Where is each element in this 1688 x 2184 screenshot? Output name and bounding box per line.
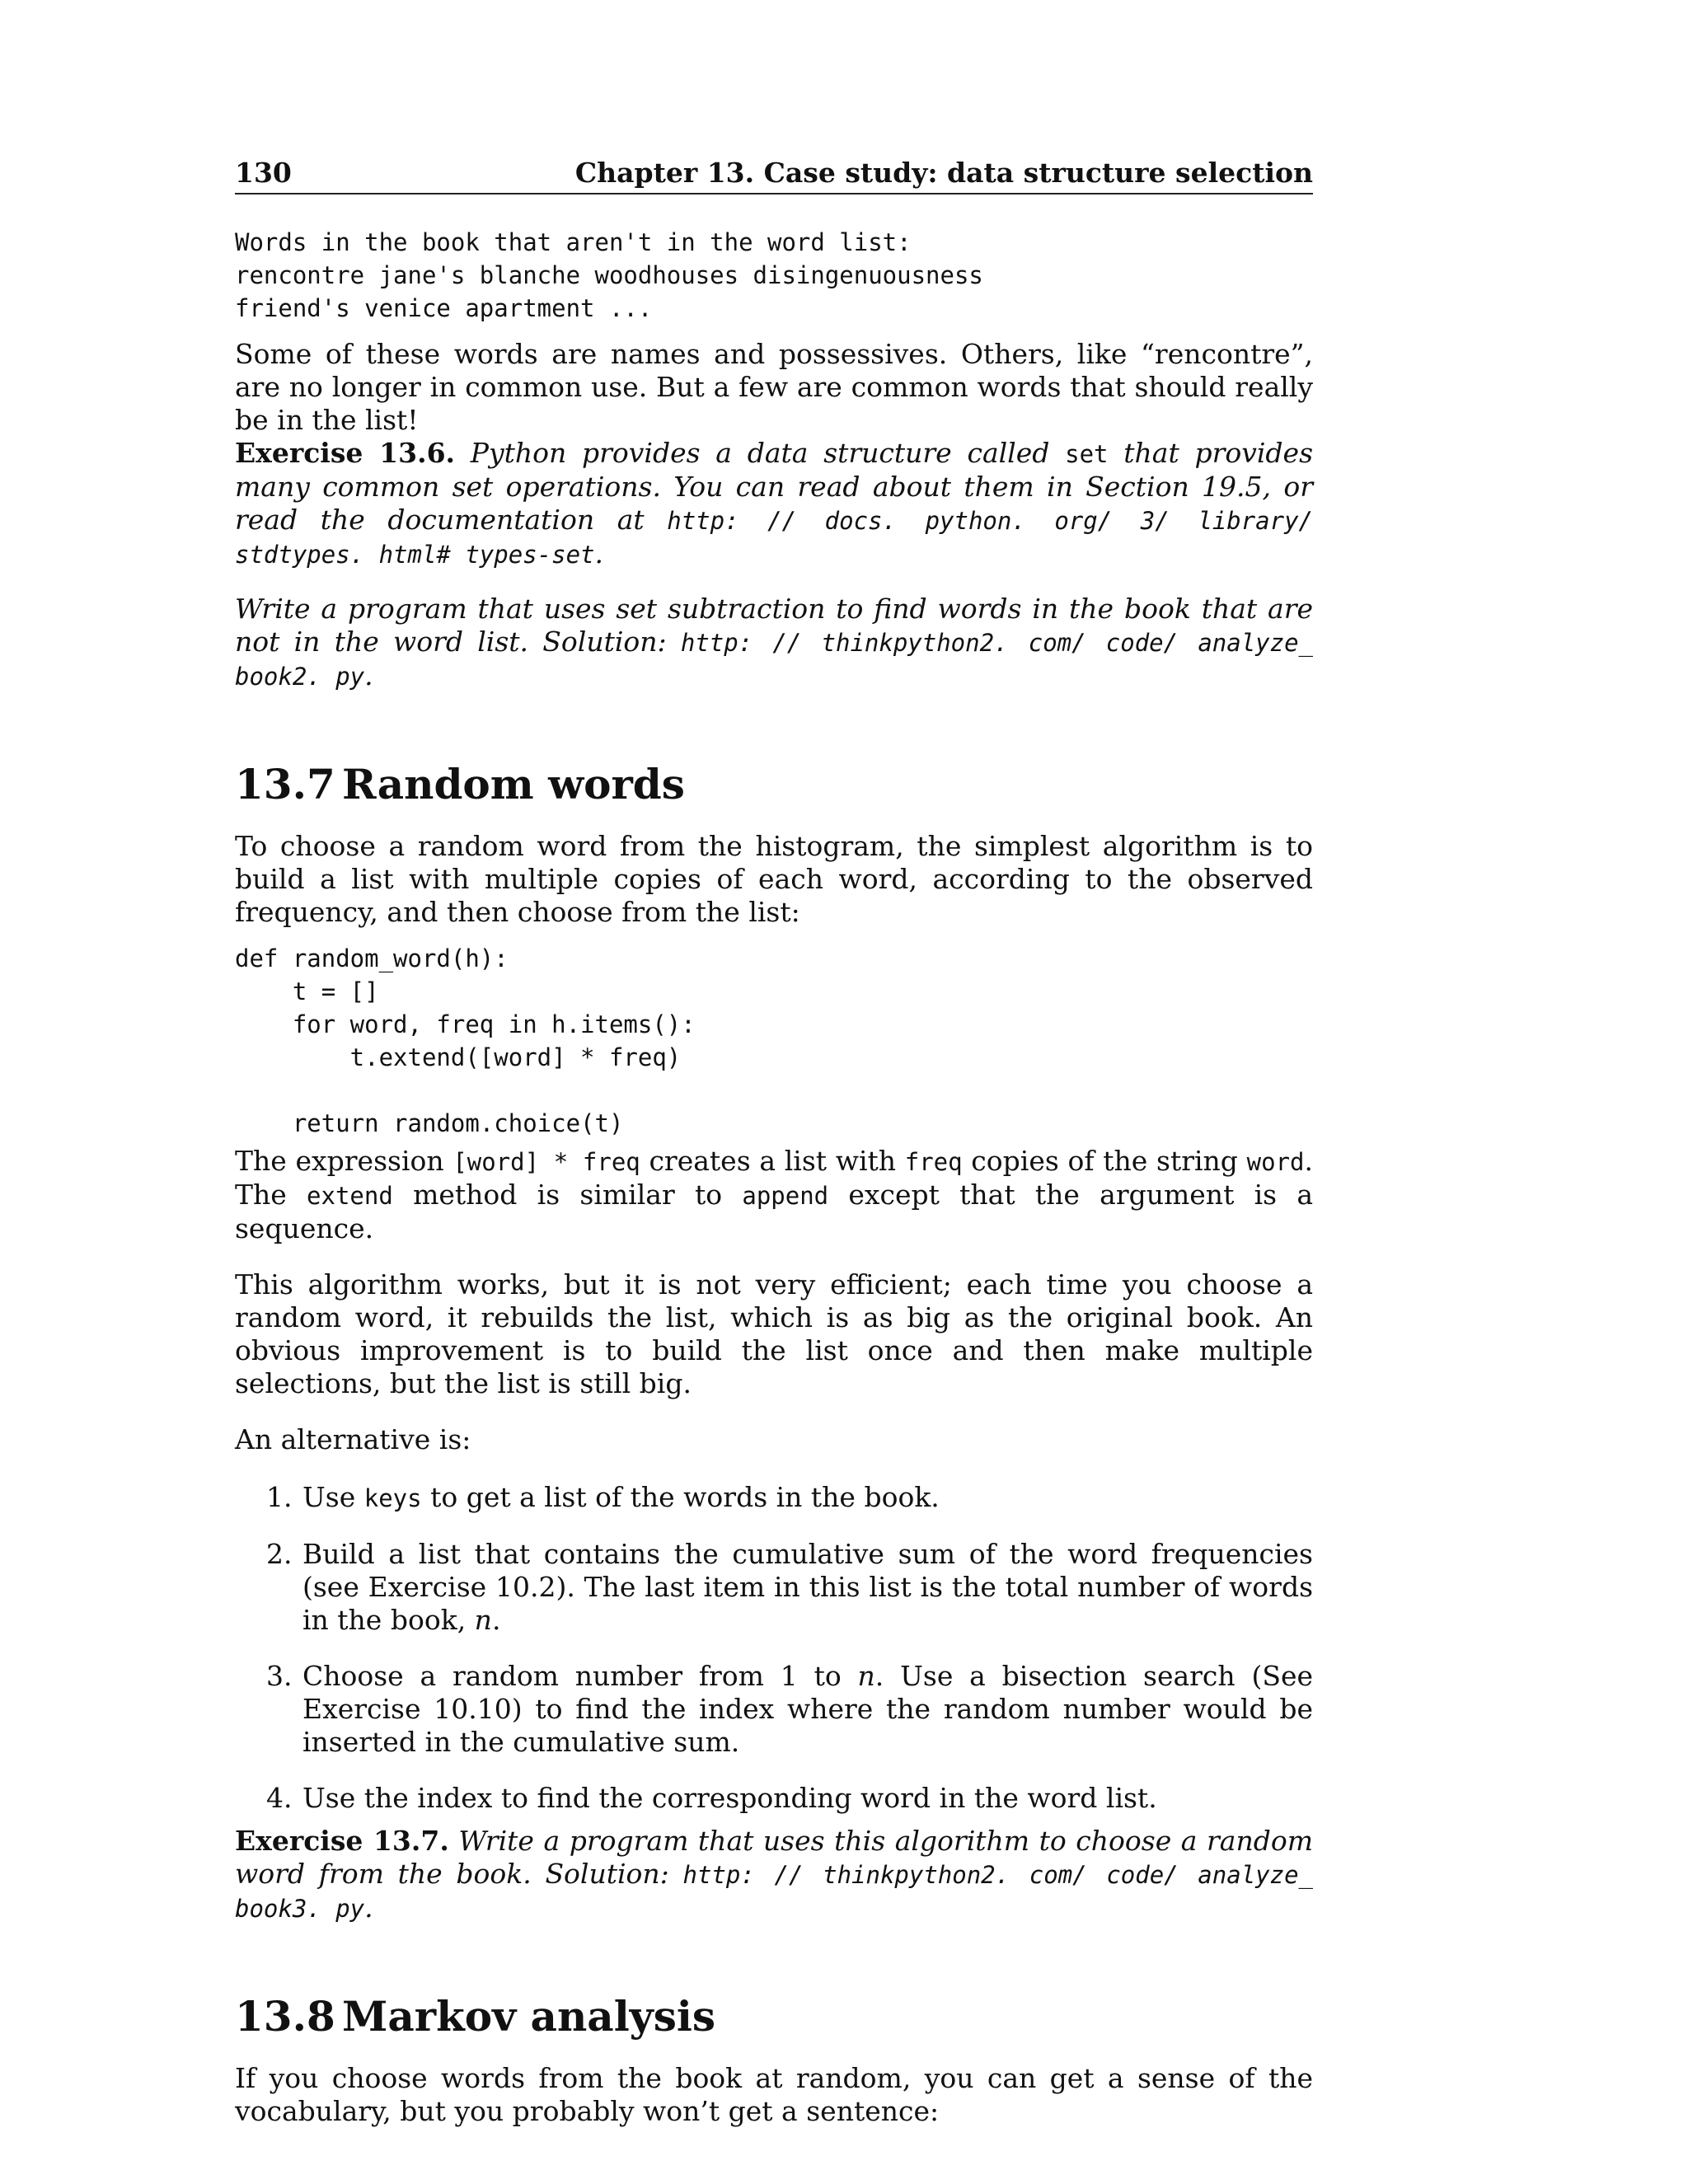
list-number: 1. bbox=[266, 1481, 293, 1513]
list-item bbox=[235, 1660, 1313, 1759]
text: copies of the string bbox=[962, 1145, 1247, 1177]
solution-link[interactable]: http: // thinkpython2. com/ code/ analyze_ book2. py bbox=[235, 629, 1313, 691]
code-line: Words in the book that aren't in the word list: bbox=[235, 228, 912, 256]
code-line: rencontre jane's blanche woodhouses disingenuousness bbox=[235, 261, 983, 289]
math-var: n bbox=[474, 1604, 492, 1636]
chapter-title: Chapter 13. Case study: data structure selection bbox=[574, 157, 1313, 189]
exercise-label: Exercise 13.6. bbox=[235, 437, 456, 469]
page bbox=[235, 157, 1313, 2128]
paragraph: To choose a random word from the histogram, the simplest algorithm is to build a list with multiple copies of each word, according to the observed frequency, and then choose from the list: bbox=[235, 830, 1313, 928]
text: . Use a bisection search (See Exercise 10.10) to find the index where the random number would be inserted in the cumulative sum. bbox=[302, 1660, 1314, 1758]
exercise-13-7 bbox=[235, 1825, 1313, 1925]
list-item bbox=[235, 1481, 1313, 1515]
code-line bbox=[235, 1074, 1313, 1107]
section-title: Random words bbox=[342, 760, 685, 808]
exercise-text: . bbox=[594, 537, 603, 569]
list-item bbox=[235, 1782, 1313, 1815]
inline-code: keys bbox=[363, 1484, 422, 1512]
paragraph: This algorithm works, but it is not very efficient; each time you choose a random word, it rebuilds the list, which is as big as the original book. An obvious improvement is to build the list once and then make multiple selections, but the list is still big. bbox=[235, 1268, 1313, 1399]
solution-link[interactable]: http: // thinkpython2. com/ code/ analyze_ book3. py bbox=[235, 1861, 1313, 1923]
code-line: return random.choice(t) bbox=[235, 1109, 624, 1137]
text: . bbox=[491, 1604, 501, 1636]
text: creates a list with bbox=[640, 1145, 905, 1177]
text: Use bbox=[302, 1481, 364, 1513]
inline-code: extend bbox=[307, 1182, 393, 1210]
text: Use the index to find the corresponding word in the word list. bbox=[302, 1782, 1157, 1814]
exercise-text: Write a program that uses this algorithm to choose a random word from the book. Solution: bbox=[235, 1825, 1313, 1890]
section-number: 13.8 bbox=[235, 1992, 335, 2041]
inline-code: word bbox=[1246, 1148, 1305, 1176]
text: to get a list of the words in the book. bbox=[421, 1481, 940, 1513]
exercise-13-6-task bbox=[235, 593, 1313, 693]
section-title: Markov analysis bbox=[342, 1992, 716, 2041]
list-number: 2. bbox=[266, 1538, 293, 1570]
inline-code: [word] * freq bbox=[452, 1148, 640, 1176]
inline-code: freq bbox=[904, 1148, 963, 1176]
list-number: 4. bbox=[266, 1782, 293, 1814]
code-line: def random_word(h): bbox=[235, 944, 509, 972]
list-item bbox=[235, 1538, 1313, 1637]
text: except that the argument is a sequence. bbox=[235, 1179, 1313, 1244]
exercise-text: . bbox=[364, 1891, 373, 1924]
paragraph bbox=[235, 1145, 1313, 1245]
exercise-text: Write a program that uses set subtraction to find words in the book that are not in the word list. Solution: bbox=[235, 593, 1313, 658]
inline-code: append bbox=[742, 1182, 829, 1210]
section-number: 13.7 bbox=[235, 760, 335, 808]
running-head bbox=[235, 157, 1313, 194]
paragraph: An alternative is: bbox=[235, 1423, 471, 1455]
exercise-13-6 bbox=[235, 437, 1313, 571]
text: The expression bbox=[235, 1145, 453, 1177]
exercise-text: . bbox=[364, 659, 373, 691]
text: method is similar to bbox=[392, 1179, 743, 1211]
code-block-random-word bbox=[235, 942, 1313, 1140]
text: Build a list that contains the cumulative sum of the word frequencies (see Exercise 10.2). The last item in this list is the total number of words in the book, bbox=[302, 1538, 1313, 1636]
text: Choose a random number from 1 to bbox=[302, 1660, 858, 1692]
section-heading-13-7 bbox=[235, 761, 1313, 808]
algorithm-steps bbox=[235, 1481, 1313, 1815]
text: . The bbox=[235, 1145, 1313, 1211]
inline-code-set: set bbox=[1065, 440, 1109, 468]
exercise-label: Exercise 13.7. bbox=[235, 1825, 449, 1857]
exercise-text: that provides many common set operations. You can read about them in Section 19.5, or read the documentation at bbox=[235, 437, 1314, 536]
list-number: 3. bbox=[266, 1660, 293, 1692]
section-heading-13-8 bbox=[235, 1993, 1313, 2041]
paragraph: If you choose words from the book at random, you can get a sense of the vocabulary, but you probably won’t get a sentence: bbox=[235, 2062, 1313, 2127]
exercise-text: Python provides a data structure called bbox=[455, 437, 1066, 469]
page-number: 130 bbox=[235, 157, 292, 189]
code-block-output bbox=[235, 226, 1313, 325]
code-line: for word, freq in h.items(): bbox=[235, 1010, 696, 1038]
paragraph: Some of these words are names and possessives. Others, like “rencontre”, are no longer in common use. But a few are common words that should really be in the list! bbox=[235, 338, 1313, 436]
code-line: t = [] bbox=[235, 977, 379, 1005]
math-var: n bbox=[857, 1660, 875, 1692]
code-line: friend's venice apartment ... bbox=[235, 294, 653, 322]
code-line: t.extend([word] * freq) bbox=[235, 1043, 682, 1071]
documentation-link[interactable]: http: // docs. python. org/ 3/ library/ stdtypes. html# types-set bbox=[235, 507, 1314, 569]
